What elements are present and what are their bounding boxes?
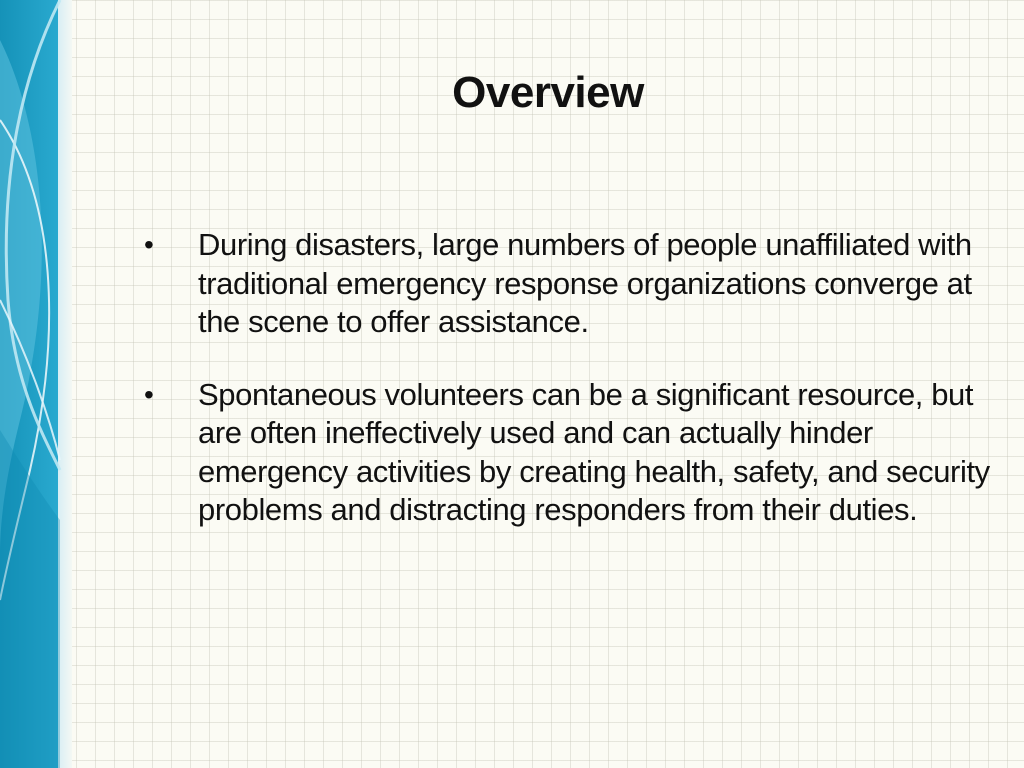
bullet-marker: • (144, 378, 154, 410)
wave-decoration (0, 0, 72, 768)
bullet-list (140, 226, 990, 564)
bullet-item (140, 376, 990, 530)
decorative-side-band (0, 0, 72, 768)
bullet-text: During disasters, large numbers of people unaffiliated with traditional emergency response organizations converge at the scene to offer assistance. (198, 227, 972, 339)
bullet-marker: • (144, 229, 154, 260)
bullet-item (140, 226, 990, 342)
bullet-text: Spontaneous volunteers can be a significant resource, but are often ineffectively used and can actually hinder emergency activities by creating health, safety, and security problems and distracting responders from their duties. (198, 376, 990, 527)
slide-title: Overview (452, 68, 644, 117)
